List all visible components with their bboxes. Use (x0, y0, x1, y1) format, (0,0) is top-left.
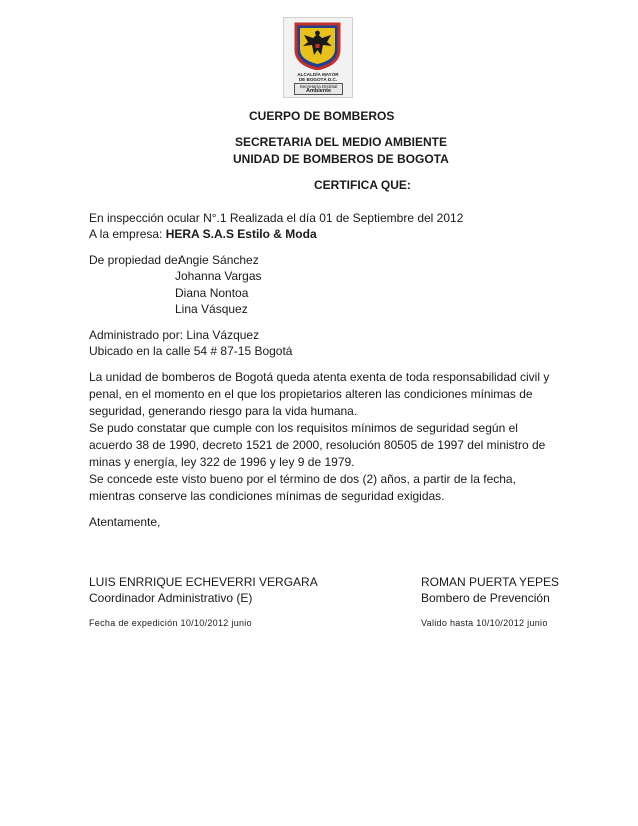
valid-until-date: Valido hasta 10/10/2012 junio (421, 618, 548, 628)
inspection-line: En inspección ocular N°.1 Realizada el día 01 de Septiembre del 2012 (89, 211, 464, 225)
closing: Atentamente, (89, 515, 161, 529)
admin-line: Administrado por: Lina Vázquez (89, 328, 260, 342)
certifica-que: CERTIFICA QUE: (314, 178, 411, 192)
signer-left-title: Coordinador Administrativo (E) (89, 591, 253, 605)
coat-of-arms-icon (294, 22, 341, 70)
logo-line-1: ALCALDÍA MAYOR (297, 72, 339, 77)
owner-name: Lina Vásquez (175, 302, 248, 316)
alcaldia-logo (283, 17, 353, 98)
header-line-3: UNIDAD DE BOMBEROS DE BOGOTA (233, 152, 449, 166)
logo-line-3: Secretaría Distrital (299, 84, 338, 89)
header-line-1: CUERPO DE BOMBEROS (249, 109, 395, 123)
issue-date: Fecha de expedición 10/10/2012 junio (89, 618, 252, 628)
owner-name: Angie Sánchez (178, 253, 259, 267)
company-name: HERA S.A.S Estilo & Moda (165, 227, 317, 241)
owners-label: De propiedad de: (89, 253, 182, 267)
logo-line-4: Ambiente (305, 88, 332, 94)
signer-right-name: ROMAN PUERTA YEPES (421, 575, 560, 589)
paragraph-responsibility: La unidad de bomberos de Bogotá queda atenta exenta de toda responsabilidad civil y penal, en el momento en el que los propietarios alteren las condiciones mínimas de seguridad, generando riesgo para la vida humana. (89, 370, 550, 418)
logo-ambiente-box (294, 83, 343, 95)
logo-line-2: DE BOGOTÁ D.C. (298, 77, 338, 82)
signer-left-name: LUIS ENRRIQUE ECHEVERRI VERGARA (89, 575, 318, 589)
paragraph-requirements: Se pudo constatar que cumple con los requisitos mínimos de seguridad según el acuerdo 38 de 1990, decreto 1521 de 2000, resolución 80505 de 1997 del ministro de minas y energía, ley 322 de 1996 y ley 9 de 1979. (89, 421, 546, 469)
owner-name: Diana Nontoa (175, 286, 249, 300)
signer-right-title: Bombero de Prevención (421, 591, 550, 605)
company-prefix: A la empresa: (89, 227, 166, 241)
company-line (89, 226, 317, 243)
header-line-2: SECRETARIA DEL MEDIO AMBIENTE (235, 135, 448, 149)
address-line: Ubicado en la calle 54 # 87-15 Bogotá (89, 344, 293, 358)
owner-name: Johanna Vargas (175, 269, 262, 283)
paragraph-approval: Se concede este visto bueno por el término de dos (2) años, a partir de la fecha, mientras conserve las condiciones mínimas de seguridad exigidas. (89, 472, 516, 503)
